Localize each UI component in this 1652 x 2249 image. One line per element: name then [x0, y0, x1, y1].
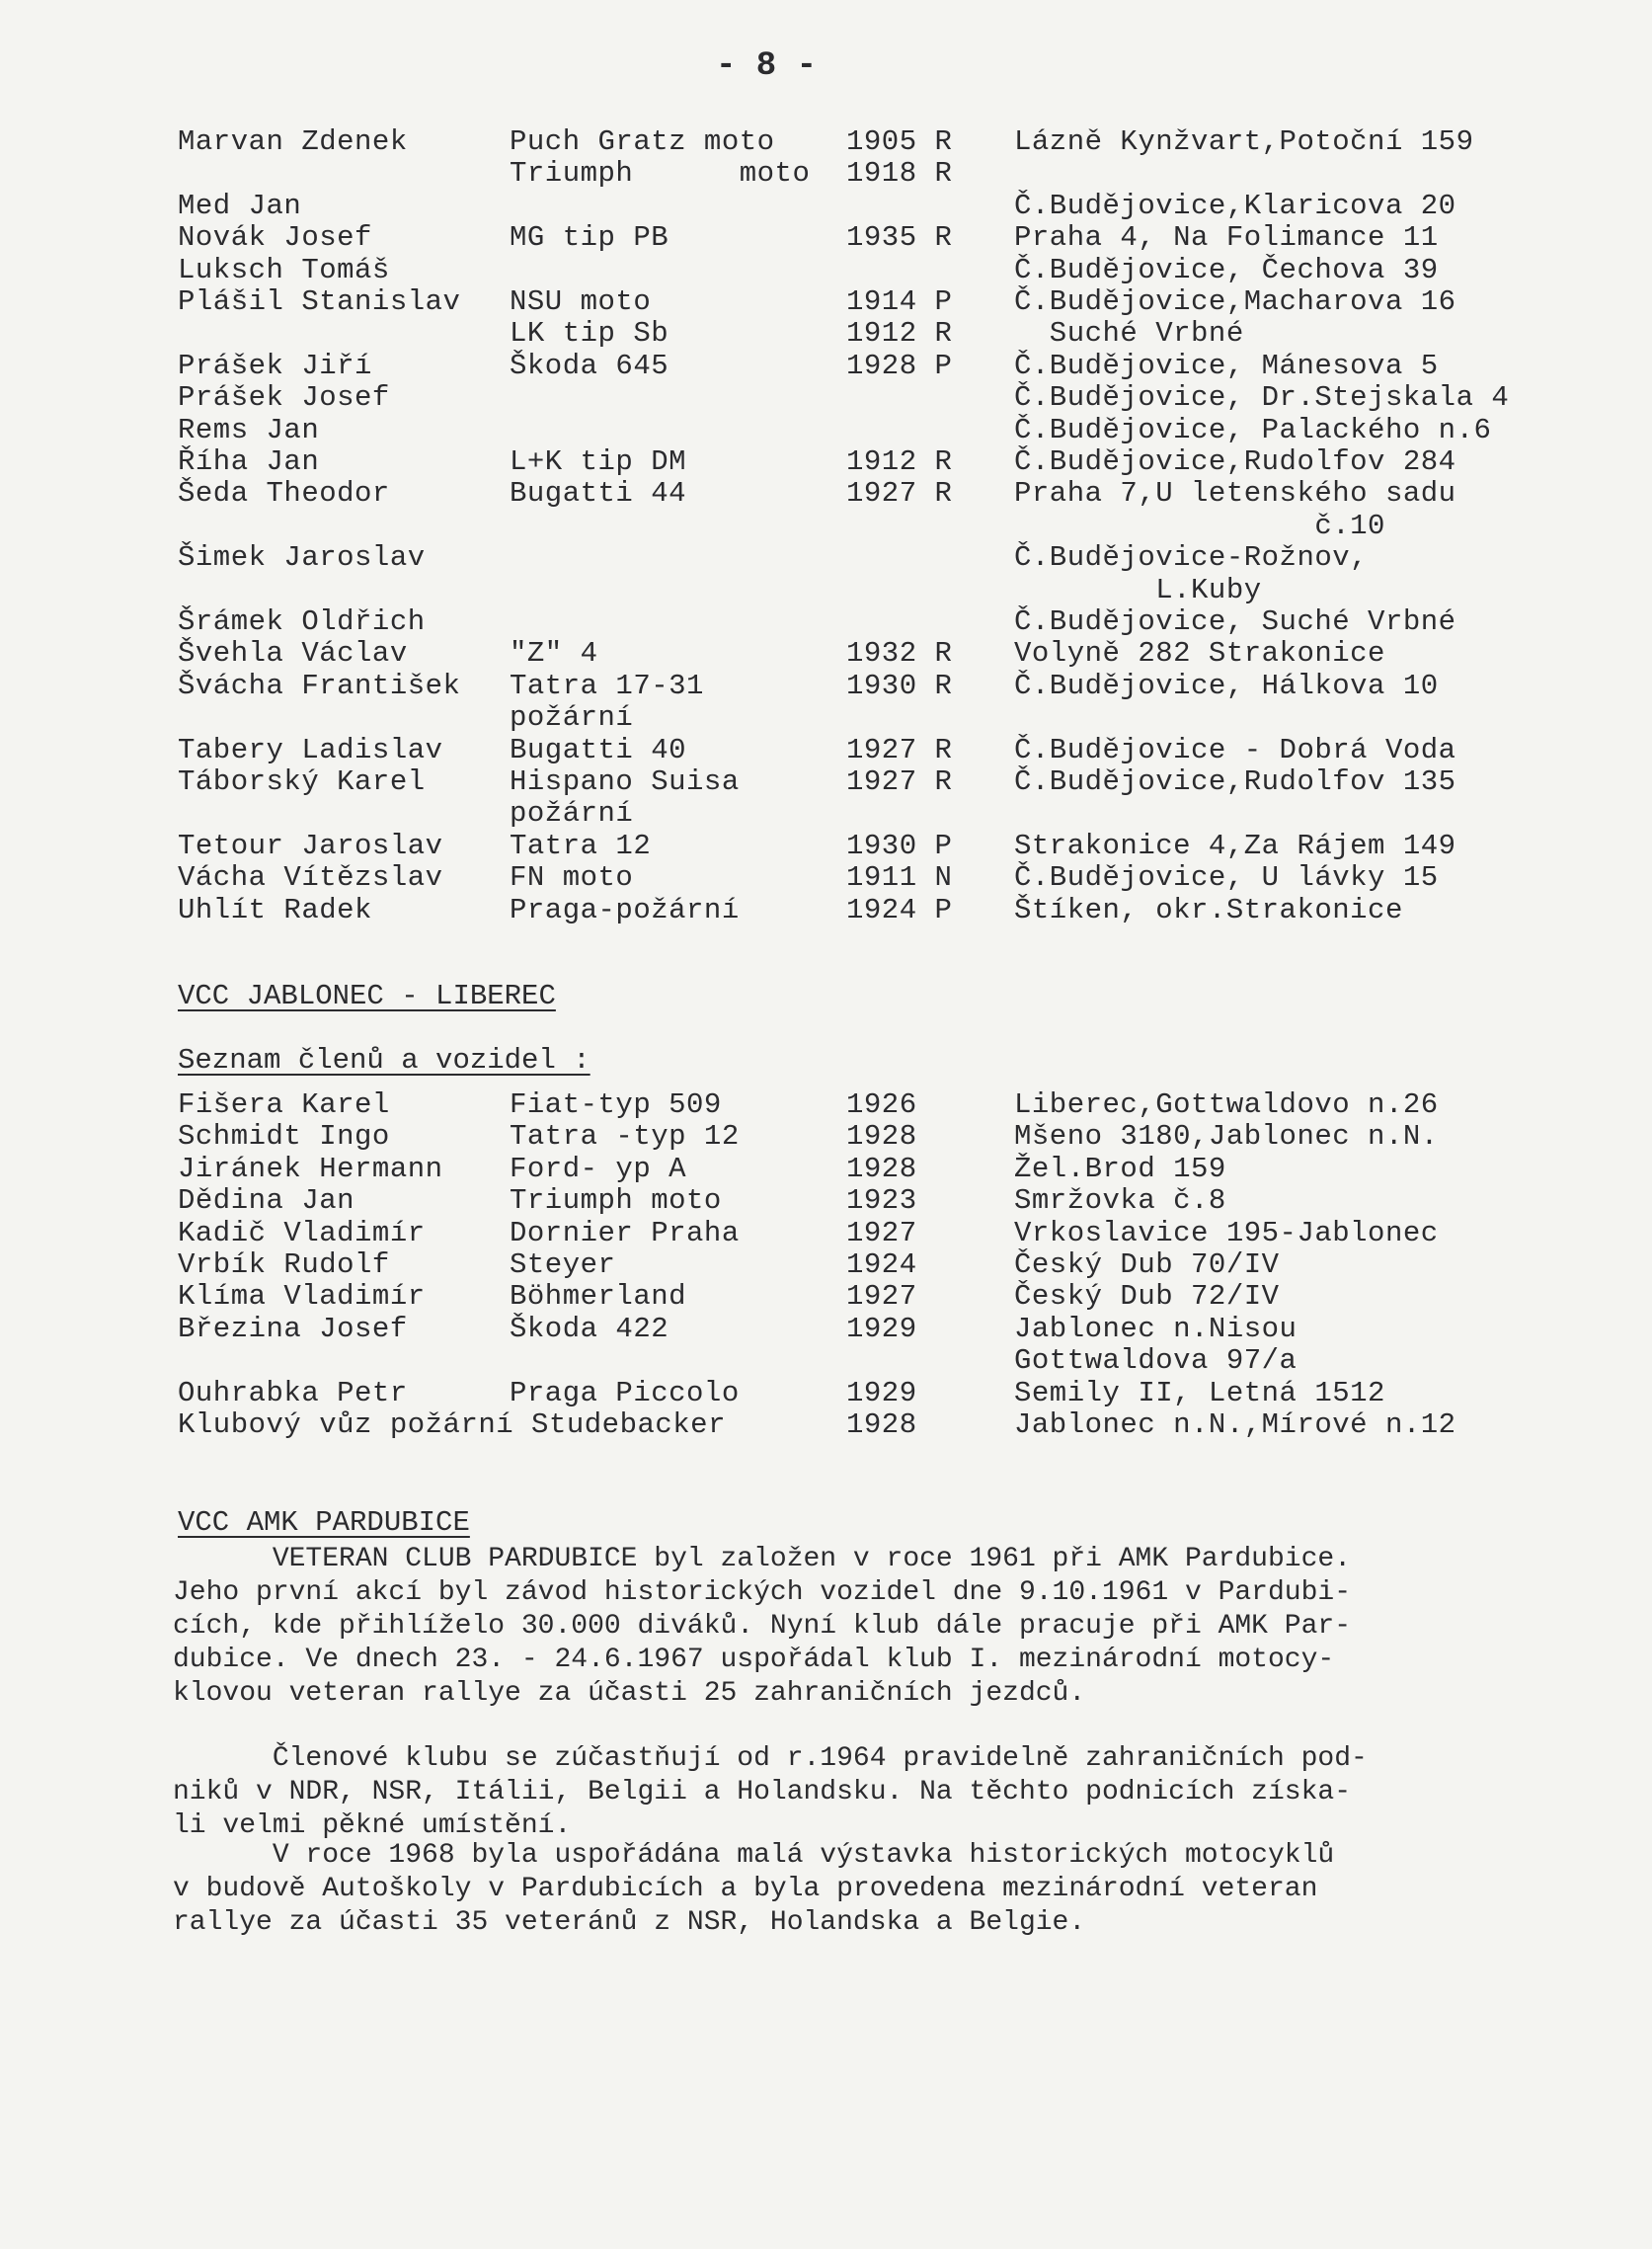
member-car: Praga-požární	[510, 893, 740, 926]
member-car: "Z" 4	[510, 637, 598, 671]
member-year: 1932 R	[846, 637, 953, 671]
member-car: Steyer	[510, 1248, 616, 1281]
member-address: Č.Budějovice, Mánesova 5	[1014, 349, 1439, 382]
member-name: Švácha František	[178, 669, 461, 702]
member-year: 1923	[846, 1184, 917, 1218]
member-address: Suché Vrbné	[1014, 317, 1244, 351]
paragraph-line: V roce 1968 byla uspořádána malá výstavka historických motocyklů	[173, 1840, 1335, 1871]
member-name: Vácha Vítězslav	[178, 861, 443, 895]
member-address: Č.Budějovice, Dr.Stejskala 4	[1014, 381, 1510, 415]
member-name: Kadič Vladimír	[178, 1216, 426, 1249]
paragraph-line: klovou veteran rallye za účasti 25 zahraničních jezdců.	[173, 1678, 1086, 1709]
paragraph-line: li velmi pěkné umístění.	[173, 1810, 572, 1841]
member-address: Štíken, okr.Strakonice	[1014, 893, 1403, 926]
member-year: 1927	[846, 1216, 917, 1249]
member-address: Mšeno 3180,Jablonec n.N.	[1014, 1120, 1439, 1154]
member-year: 1927 R	[846, 765, 953, 798]
member-year: 1930 P	[846, 829, 953, 862]
member-car: MG tip PB	[510, 221, 669, 255]
member-car: L+K tip DM	[510, 445, 687, 478]
paragraph-line: dubice. Ve dnech 23. - 24.6.1967 uspořádal klub I. mezinárodní motocy-	[173, 1645, 1335, 1675]
member-year: 1930 R	[846, 669, 953, 702]
member-year: 1929	[846, 1312, 917, 1345]
member-year: 1928	[846, 1120, 917, 1154]
member-name: Ouhrabka Petr	[178, 1376, 408, 1409]
member-car: NSU moto	[510, 285, 652, 318]
member-name: Klíma Vladimír	[178, 1280, 426, 1314]
member-address: Č.Budějovice,Rudolfov 284	[1014, 445, 1456, 478]
member-car: Bugatti 40	[510, 733, 687, 766]
member-name: Novák Josef	[178, 221, 372, 255]
member-address: Č.Budějovice,Macharova 16	[1014, 285, 1456, 318]
member-address: Č.Budějovice,Klaricova 20	[1014, 189, 1456, 222]
paragraph-line: cích, kde přihlíželo 30.000 diváků. Nyní klub dále pracuje při AMK Par-	[173, 1611, 1351, 1642]
section-heading-jablonec: VCC JABLONEC - LIBEREC	[178, 980, 556, 1012]
member-address: Semily II, Letná 1512	[1014, 1376, 1385, 1409]
member-car: požární	[510, 797, 634, 831]
member-address: Praha 4, Na Folimance 11	[1014, 221, 1439, 255]
member-car: Tatra 12	[510, 829, 652, 862]
member-car: FN moto	[510, 861, 634, 895]
section-heading-pardubice: VCC AMK PARDUBICE	[178, 1506, 470, 1539]
member-year: 1928	[846, 1152, 917, 1185]
member-year: 1914 P	[846, 285, 953, 318]
member-address: Č.Budějovice,Rudolfov 135	[1014, 765, 1456, 798]
member-car: Triumph moto	[510, 1184, 722, 1218]
member-car: Škoda 422	[510, 1312, 669, 1345]
member-car: Fiat-typ 509	[510, 1088, 722, 1121]
member-year: 1928 P	[846, 349, 953, 382]
member-car: Tatra 17-31	[510, 669, 704, 702]
member-address: Žel.Brod 159	[1014, 1152, 1226, 1185]
member-address: Č.Budějovice, Hálkova 10	[1014, 669, 1439, 702]
member-address: Český Dub 72/IV	[1014, 1280, 1280, 1314]
member-address: Strakonice 4,Za Rájem 149	[1014, 829, 1456, 862]
member-car: požární	[510, 701, 634, 735]
member-year: 1927 R	[846, 733, 953, 766]
member-car: Triumph moto	[510, 157, 811, 191]
member-year: 1927	[846, 1280, 917, 1314]
member-address: Praha 7,U letenského sadu	[1014, 477, 1456, 511]
member-address: Smržovka č.8	[1014, 1184, 1226, 1218]
member-car: Böhmerland	[510, 1280, 687, 1314]
member-name: Marvan Zdenek	[178, 125, 408, 158]
member-name: Schmidt Ingo	[178, 1120, 390, 1154]
paragraph-line: v budově Autoškoly v Pardubicích a byla provedena mezinárodní veteran	[173, 1874, 1318, 1904]
member-year: 1918 R	[846, 157, 953, 191]
member-name: Dědina Jan	[178, 1184, 355, 1218]
paragraph-line: niků v NDR, NSR, Itálii, Belgii a Holandsku. Na těchto podnicích získa-	[173, 1777, 1351, 1807]
member-name: Med Jan	[178, 189, 302, 222]
member-year: 1924 P	[846, 893, 953, 926]
member-address: Český Dub 70/IV	[1014, 1248, 1280, 1281]
member-year: 1935 R	[846, 221, 953, 255]
member-car: Puch Gratz moto	[510, 125, 775, 158]
member-name: Prášek Jiří	[178, 349, 372, 382]
member-name: Tabery Ladislav	[178, 733, 443, 766]
member-year: 1905 R	[846, 125, 953, 158]
member-name: Prášek Josef	[178, 381, 390, 415]
member-address: Jablonec n.N.,Mírové n.12	[1014, 1408, 1456, 1441]
member-address: Č.Budějovice, Suché Vrbné	[1014, 605, 1456, 638]
member-year: 1927 R	[846, 477, 953, 511]
member-car: Dornier Praha	[510, 1216, 740, 1249]
member-name: Klubový vůz požární Studebacker	[178, 1408, 726, 1441]
member-address: č.10	[1014, 509, 1385, 542]
member-year: 1912 R	[846, 445, 953, 478]
member-address: Gottwaldova 97/a	[1014, 1344, 1298, 1378]
member-car: Praga Piccolo	[510, 1376, 740, 1409]
member-name: Rems Jan	[178, 413, 320, 446]
member-name: Plášil Stanislav	[178, 285, 461, 318]
member-address: Č.Budějovice, U lávky 15	[1014, 861, 1439, 895]
member-name: Šrámek Oldřich	[178, 605, 426, 638]
paragraph-line: Členové klubu se zúčastňují od r.1964 pravidelně zahraničních pod-	[173, 1743, 1368, 1774]
subheading-member-list: Seznam členů a vozidel :	[178, 1044, 590, 1077]
member-address: Č.Budějovice, Čechova 39	[1014, 253, 1439, 286]
member-year: 1928	[846, 1408, 917, 1441]
member-name: Táborský Karel	[178, 765, 426, 798]
paragraph-line: VETERAN CLUB PARDUBICE byl založen v roce 1961 při AMK Pardubice.	[173, 1544, 1351, 1574]
member-name: Šimek Jaroslav	[178, 541, 426, 575]
member-car: Ford- yp A	[510, 1152, 687, 1185]
paragraph-line: rallye za účasti 35 veteránů z NSR, Holandska a Belgie.	[173, 1907, 1086, 1938]
member-car: LK tip Sb	[510, 317, 669, 351]
member-name: Uhlít Radek	[178, 893, 372, 926]
member-year: 1929	[846, 1376, 917, 1409]
member-address: Vrkoslavice 195-Jablonec	[1014, 1216, 1439, 1249]
member-name: Šeda Theodor	[178, 477, 390, 511]
member-name: Jiránek Hermann	[178, 1152, 443, 1185]
member-car: Bugatti 44	[510, 477, 687, 511]
member-name: Vrbík Rudolf	[178, 1248, 390, 1281]
member-name: Luksch Tomáš	[178, 253, 390, 286]
member-address: Volyně 282 Strakonice	[1014, 637, 1385, 671]
member-address: Jablonec n.Nisou	[1014, 1312, 1298, 1345]
member-name: Fišera Karel	[178, 1088, 390, 1121]
member-address: Č.Budějovice, Palackého n.6	[1014, 413, 1492, 446]
member-year: 1926	[846, 1088, 917, 1121]
paragraph-line: Jeho první akcí byl závod historických vozidel dne 9.10.1961 v Pardubi-	[173, 1577, 1351, 1608]
member-address: Č.Budějovice - Dobrá Voda	[1014, 733, 1456, 766]
member-name: Březina Josef	[178, 1312, 408, 1345]
member-car: Tatra -typ 12	[510, 1120, 740, 1154]
member-address: Liberec,Gottwaldovo n.26	[1014, 1088, 1439, 1121]
member-name: Říha Jan	[178, 445, 320, 478]
member-year: 1911 N	[846, 861, 953, 895]
page-number: - 8 -	[716, 47, 818, 85]
member-year: 1912 R	[846, 317, 953, 351]
member-car: Hispano Suisa	[510, 765, 740, 798]
member-car: Škoda 645	[510, 349, 669, 382]
member-year: 1924	[846, 1248, 917, 1281]
member-name: Tetour Jaroslav	[178, 829, 443, 862]
member-name: Švehla Václav	[178, 637, 408, 671]
member-address: Č.Budějovice-Rožnov,	[1014, 541, 1369, 575]
member-address: L.Kuby	[1014, 573, 1262, 606]
member-address: Lázně Kynžvart,Potoční 159	[1014, 125, 1474, 158]
